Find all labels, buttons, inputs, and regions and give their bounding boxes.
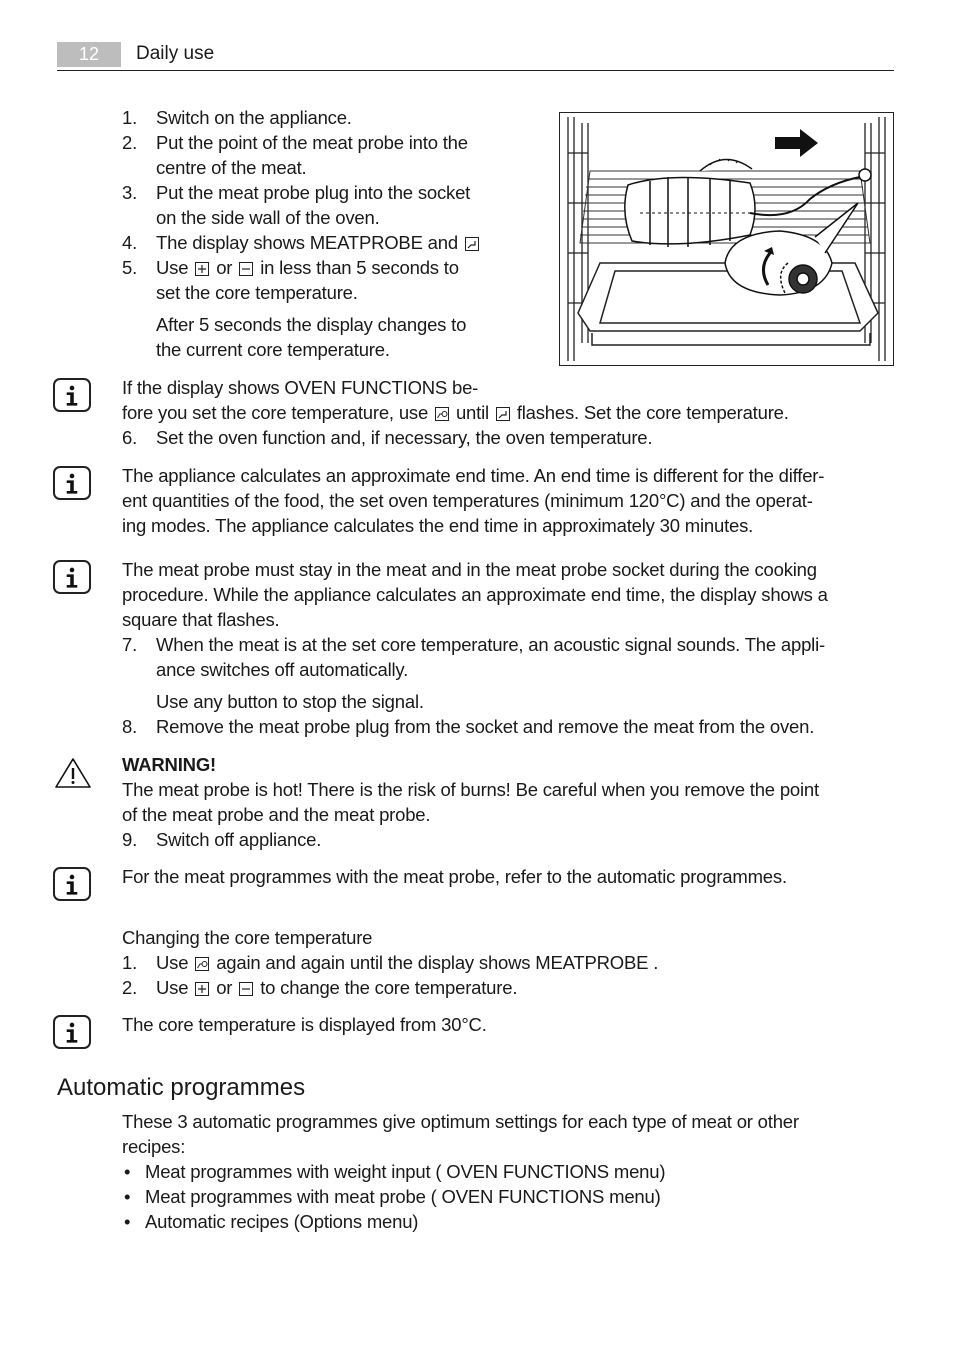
step-number: 1. <box>122 952 138 973</box>
note-text-part: fore you set the core temperature, use <box>122 402 429 423</box>
note-line: The meat probe must stay in the meat and in the meat probe socket during the cooking <box>122 559 817 580</box>
minus-icon <box>239 982 253 996</box>
info-icon <box>53 1015 91 1049</box>
note-display-oven-functions <box>122 375 902 450</box>
note-text-part: until <box>455 402 489 423</box>
meatprobe-icon <box>496 407 510 421</box>
bullet-text: Automatic recipes (Options menu) <box>145 1211 419 1232</box>
subsection-heading: Changing the core temperature <box>122 927 373 948</box>
note-line: square that flashes. <box>122 609 280 630</box>
step-number: 1. <box>122 107 138 128</box>
bullet-icon: • <box>124 1161 131 1182</box>
step-note-line: the current core temperature. <box>156 339 390 360</box>
list-item <box>122 1184 912 1209</box>
step-number: 2. <box>122 977 138 998</box>
automatic-programmes-intro <box>122 1109 912 1159</box>
list-item <box>122 255 542 305</box>
step-number: 2. <box>122 132 138 153</box>
step-text: Put the meat probe plug into the socket <box>156 182 471 203</box>
step-text <box>156 950 912 975</box>
list-item <box>122 1209 912 1234</box>
bullet-text: Meat programmes with meat probe ( OVEN FUNCTIONS menu) <box>145 1186 661 1207</box>
list-item <box>122 714 912 739</box>
steps-list-a <box>122 105 542 362</box>
note-line: The appliance calculates an approximate end time. An end time is different for the differ- <box>122 465 825 486</box>
list-item <box>122 950 912 975</box>
info-icon <box>53 560 91 594</box>
step-number: 8. <box>122 716 138 737</box>
list-item <box>122 130 542 180</box>
step-text: When the meat is at the set core temperature, an acoustic signal sounds. The appli- <box>156 634 825 655</box>
list-item <box>122 632 912 682</box>
step-number: 4. <box>122 232 138 253</box>
warning-line: of the meat probe and the meat probe. <box>122 804 431 825</box>
note-end-time <box>122 463 912 538</box>
clock-probe-icon <box>435 407 449 421</box>
change-core-temp-section <box>122 925 912 1000</box>
step-text: set the core temperature. <box>156 282 358 303</box>
step-text <box>156 255 542 280</box>
step-text: Remove the meat probe plug from the socket and remove the meat from the oven. <box>156 716 815 737</box>
section-title: Daily use <box>136 43 215 64</box>
list-item <box>122 827 912 852</box>
step-text-part: or <box>216 977 233 998</box>
step-number: 6. <box>122 427 138 448</box>
section-heading: Automatic programmes <box>57 1074 306 1101</box>
info-icon <box>53 867 91 901</box>
oven-drawing <box>560 113 893 365</box>
step-text-part: to change the core temperature. <box>260 977 518 998</box>
minus-icon <box>239 262 253 276</box>
note-probe-stay <box>122 557 912 739</box>
warning-line: The meat probe is hot! There is the risk of burns! Be careful when you remove the point <box>122 779 819 800</box>
step-note: Use any button to stop the signal. <box>156 691 424 712</box>
warning-icon <box>53 756 93 790</box>
step-text-part: again and again until the display shows MEATPROBE . <box>216 952 659 973</box>
list-item <box>122 975 912 1000</box>
step-text: Switch on the appliance. <box>156 107 352 128</box>
bullet-text: Meat programmes with weight input ( OVEN FUNCTIONS menu) <box>145 1161 666 1182</box>
step-text: centre of the meat. <box>156 157 307 178</box>
bullet-icon: • <box>124 1211 131 1232</box>
step-text <box>156 230 542 255</box>
info-icon <box>53 378 91 412</box>
step-text: Put the point of the meat probe into the <box>156 132 468 153</box>
intro-line: These 3 automatic programmes give optimum settings for each type of meat or other <box>122 1111 799 1132</box>
note-automatic-programmes-ref: For the meat programmes with the meat probe, refer to the automatic programmes. <box>122 866 787 887</box>
page-number: 12 <box>57 42 121 67</box>
bullet-icon: • <box>124 1186 131 1207</box>
note-core-temp-range: The core temperature is displayed from 30°C. <box>122 1014 487 1035</box>
list-item <box>122 1159 912 1184</box>
step-number: 3. <box>122 182 138 203</box>
note-line <box>122 400 902 425</box>
step-text-part: in less than 5 seconds to <box>260 257 459 278</box>
intro-line: recipes: <box>122 1136 186 1157</box>
header-divider <box>57 70 894 71</box>
list-item <box>122 180 542 230</box>
automatic-programmes-list <box>122 1159 912 1234</box>
step-text-part: Use <box>156 257 189 278</box>
info-icon <box>53 466 91 500</box>
step-text-part: The display shows MEATPROBE and <box>156 232 458 253</box>
step-text-part: or <box>216 257 233 278</box>
plus-icon <box>195 262 209 276</box>
note-text-part: flashes. Set the core temperature. <box>516 402 789 423</box>
step-text-part: Use <box>156 977 189 998</box>
step-text-part: Use <box>156 952 189 973</box>
oven-meat-probe-illustration <box>559 112 894 366</box>
list-item <box>122 105 542 130</box>
step-text: Switch off appliance. <box>156 829 322 850</box>
note-line: ing modes. The appliance calculates the end time in approximately 30 minutes. <box>122 515 754 536</box>
warning-block <box>122 752 912 852</box>
list-item <box>122 425 902 450</box>
step-number: 5. <box>122 257 138 278</box>
plus-icon <box>195 982 209 996</box>
step-text: on the side wall of the oven. <box>156 207 380 228</box>
note-line: procedure. While the appliance calculates an approximate end time, the display shows a <box>122 584 828 605</box>
step-number: 9. <box>122 829 138 850</box>
step-text <box>156 975 912 1000</box>
step-text: Set the oven function and, if necessary, the oven temperature. <box>156 427 653 448</box>
step-text: ance switches off automatically. <box>156 659 409 680</box>
step-number: 7. <box>122 634 138 655</box>
step-note-line: After 5 seconds the display changes to <box>156 314 467 335</box>
note-line: If the display shows OVEN FUNCTIONS be- <box>122 377 479 398</box>
warning-title: WARNING! <box>122 754 216 775</box>
note-line: ent quantities of the food, the set oven temperatures (minimum 120°C) and the operat- <box>122 490 813 511</box>
list-item <box>122 230 542 255</box>
step-note <box>122 312 542 362</box>
meatprobe-icon <box>465 237 479 251</box>
clock-probe-icon <box>195 957 209 971</box>
